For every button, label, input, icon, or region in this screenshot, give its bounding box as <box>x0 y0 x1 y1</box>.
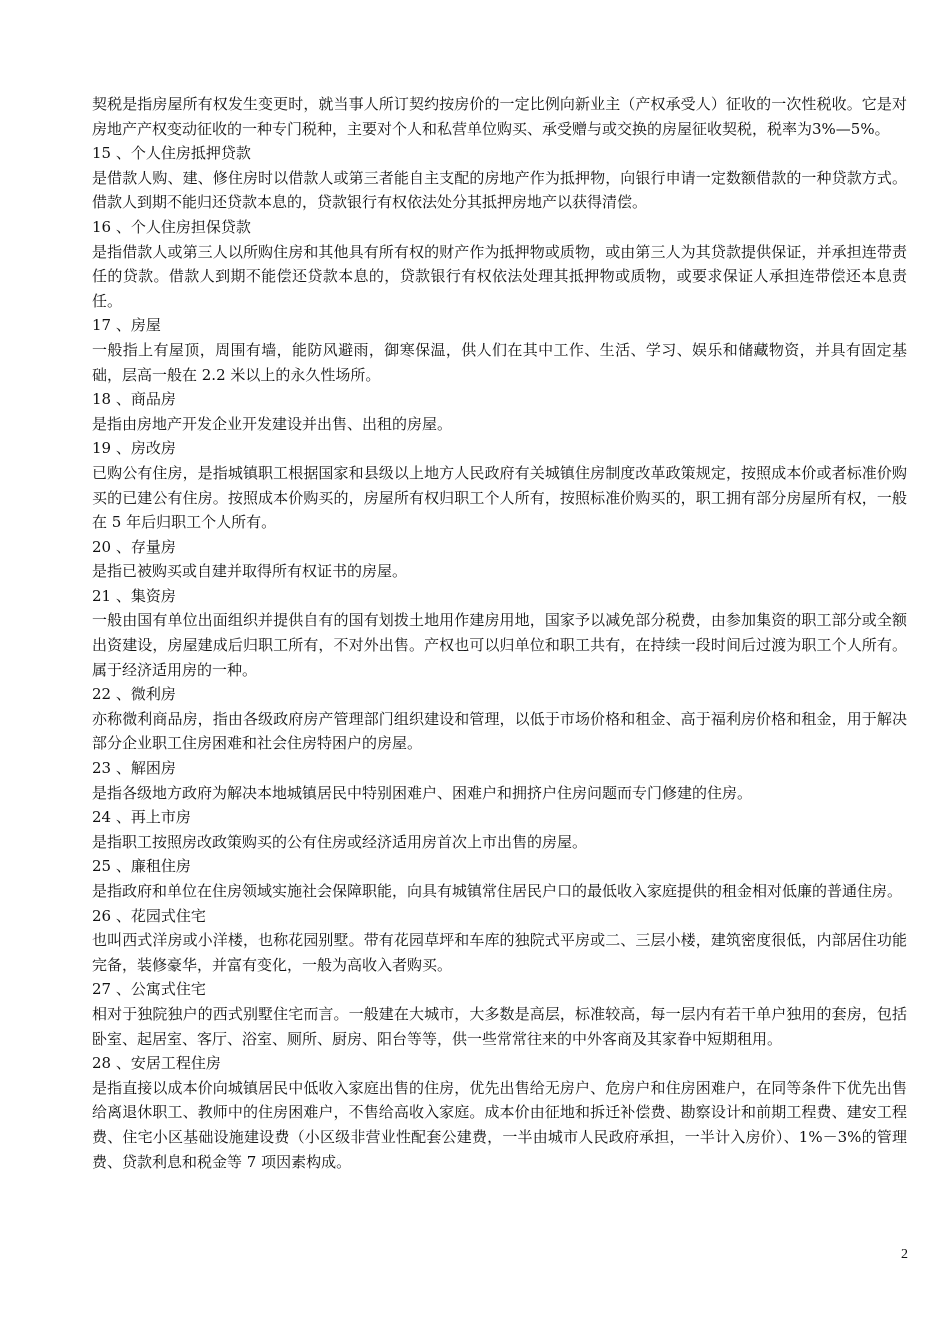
entry-15-body: 是借款人购、建、修住房时以借款人或第三者能自主支配的房地产作为抵押物，向银行申请一定数额借款的一种贷款方式。借款人到期不能归还贷款本息的，贷款银行有权依法处分其抵押房地产以获得清偿。 <box>92 168 907 212</box>
entry-20-heading: 20 、存量房 <box>92 537 176 556</box>
entry-16-heading: 16 、个人住房担保贷款 <box>92 217 251 236</box>
entry-17-body: 一般指上有屋顶，周围有墙，能防风避雨，御寒保温，供人们在其中工作、生活、学习、娱乐和储藏物资，并具有固定基础，层高一般在 2.2 米以上的永久性场所。 <box>92 340 907 384</box>
entry-19-heading: 19 、房改房 <box>92 439 176 458</box>
entry-17-heading: 17 、房屋 <box>92 316 161 335</box>
entry-27-body: 相对于独院独户的西式别墅住宅而言。一般建在大城市，大多数是高层，标准较高，每一层内有若干单户独用的套房，包括卧室、起居室、客厅、浴室、厕所、厨房、阳台等等，供一些常常往来的中外客商及其家眷中短期租用。 <box>92 1004 907 1048</box>
entry-28-heading: 28 、安居工程住房 <box>92 1054 221 1073</box>
entry-18-heading: 18 、商品房 <box>92 390 176 409</box>
entry-28-body: 是指直接以成本价向城镇居民中低收入家庭出售的住房，优先出售给无房户、危房户和住房困难户，在同等条件下优先出售给离退休职工、教师中的住房困难户，不售给高收入家庭。成本价由征地和拆迁补偿费、勘察设计和前期工程费、建安工程费、住宅小区基础设施建设费（小区级非营业性配套公建费，一半由城市人民政府承担，一半计入房价）、1%－3%的管理费、贷款利息和税金等 7 项因素构成。 <box>92 1078 907 1171</box>
page-number: 2 <box>901 1247 908 1262</box>
entry-27-heading: 27 、公寓式住宅 <box>92 980 206 999</box>
entry-26-body: 也叫西式洋房或小洋楼，也称花园别墅。带有花园草坪和车库的独院式平房或二、三层小楼，建筑密度很低，内部居住功能完备，装修豪华，并富有变化，一般为高收入者购买。 <box>92 931 907 974</box>
entry-20-body: 是指已被购买或自建并取得所有权证书的房屋。 <box>92 562 408 581</box>
entry-19-body: 已购公有住房，是指城镇职工根据国家和县级以上地方人民政府有关城镇住房制度改革政策规定，按照成本价或者标准价购买的已建公有住房。按照成本价购买的，房屋所有权归职工个人所有，按照标准价购买的，职工拥有部分房屋所有权，一般在 5 年后归职工个人所有。 <box>92 463 907 532</box>
entry-18-body: 是指由房地产开发企业开发建设并出售、出租的房屋。 <box>92 414 453 433</box>
entry-24-heading: 24 、再上市房 <box>92 808 191 827</box>
entry-25-heading: 25 、廉租住房 <box>92 857 191 876</box>
entry-15-heading: 15 、个人住房抵押贷款 <box>92 144 251 163</box>
entry-21-heading: 21 、集资房 <box>92 586 176 605</box>
entry-23-heading: 23 、解困房 <box>92 759 176 778</box>
entry-26-heading: 26 、花园式住宅 <box>92 906 206 925</box>
document-body <box>92 92 907 1174</box>
intro-paragraph: 契税是指房屋所有权发生变更时，就当事人所订契约按房价的一定比例向新业主（产权承受人）征收的一次性税收。它是对房地产产权变动征收的一种专门税种，主要对个人和私营单位购买、承受赠与或交换的房屋征收契税，税率为3%—5%。 <box>92 95 907 138</box>
entry-21-body: 一般由国有单位出面组织并提供自有的国有划拨土地用作建房用地，国家予以减免部分税费，由参加集资的职工部分或全额出资建设，房屋建成后归职工所有，不对外出售。产权也可以归单位和职工共有，在持续一段时间后过渡为职工个人所有。属于经济适用房的一种。 <box>92 611 907 679</box>
entry-23-body: 是指各级地方政府为解决本地城镇居民中特别困难户、困难户和拥挤户住房问题而专门修建的住房。 <box>92 783 753 802</box>
entry-22-body: 亦称微利商品房，指由各级政府房产管理部门组织建设和管理，以低于市场价格和租金、高于福利房价格和租金，用于解决部分企业职工住房困难和社会住房特困户的房屋。 <box>92 709 907 753</box>
entry-22-heading: 22 、微利房 <box>92 685 176 704</box>
entry-25-body: 是指政府和单位在住房领域实施社会保障职能，向具有城镇常住居民户口的最低收入家庭提供的租金相对低廉的普通住房。 <box>92 882 903 900</box>
entry-24-body: 是指职工按照房改政策购买的公有住房或经济适用房首次上市出售的房屋。 <box>92 832 588 851</box>
entry-16-body: 是指借款人或第三人以所购住房和其他具有所有权的财产作为抵押物或质物，或由第三人为其贷款提供保证，并承担连带责任的贷款。借款人到期不能偿还贷款本息的，贷款银行有权依法处理其抵押物或质物，或要求保证人承担连带偿还本息责任。 <box>92 242 907 310</box>
